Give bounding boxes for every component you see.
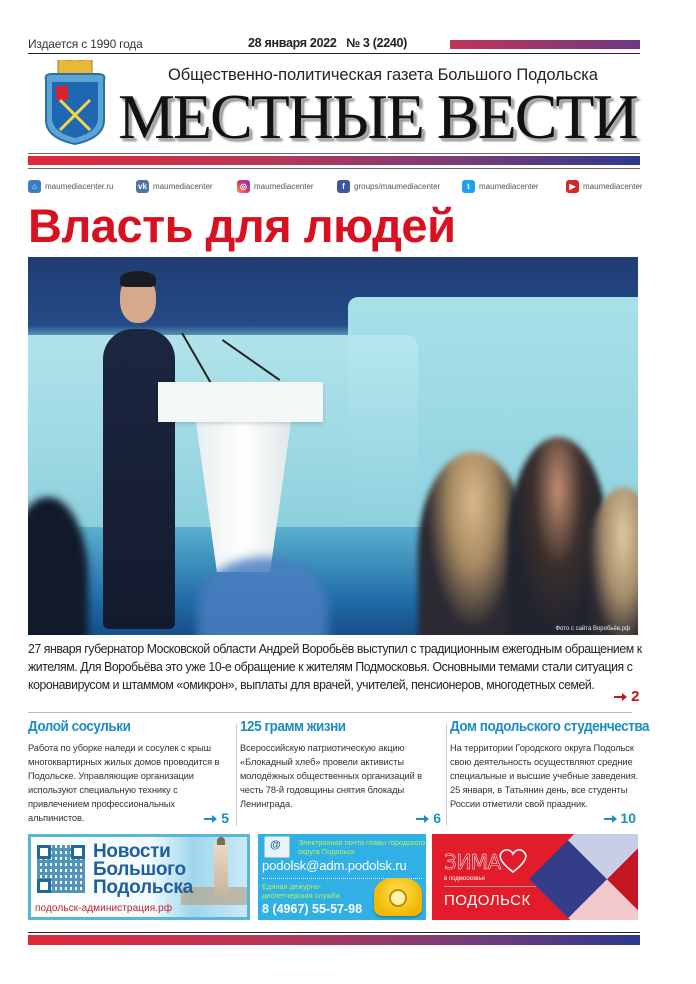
- newspaper-masthead: МЕСТНЫЕ ВЕСТИ: [118, 81, 637, 152]
- podium-top: [158, 382, 323, 422]
- issue-number: № 3 (2240): [346, 36, 408, 50]
- lead-page-ref[interactable]: [614, 688, 640, 705]
- social-label: maumediacenter.ru: [45, 181, 114, 191]
- social-label: groups/maumediacenter: [354, 181, 441, 191]
- teaser-page-ref[interactable]: [416, 810, 441, 826]
- clock-tower-image: [214, 843, 228, 895]
- youtube-icon: ▶: [566, 180, 579, 193]
- banner-divider: [444, 886, 536, 887]
- page-number: 10: [620, 810, 636, 826]
- city-crest-icon: [40, 60, 110, 146]
- teaser-page-ref[interactable]: [204, 810, 229, 826]
- twitter-icon: t: [462, 180, 475, 193]
- qr-marker: [71, 845, 85, 859]
- winter-title: ЗИМА: [444, 850, 501, 874]
- arrow-right-icon: [204, 814, 217, 824]
- top-divider: [28, 53, 640, 54]
- bottom-color-bar: [28, 935, 640, 945]
- facebook-icon: f: [337, 180, 350, 193]
- teaser-title: Дом подольского студенчества: [450, 718, 650, 735]
- social-label: maumediacenter: [583, 181, 643, 191]
- clock-tower-spire: [217, 837, 225, 845]
- lead-photo[interactable]: [28, 257, 638, 635]
- photo-credit: Фото с сайта Воробьёв.рф: [555, 626, 630, 632]
- telephone-dial-icon: [389, 889, 407, 907]
- column-divider: [236, 724, 237, 826]
- news-banner-title: [93, 843, 193, 897]
- issue-date: 28 января 2022: [248, 36, 337, 50]
- title-line: Подольска: [93, 877, 193, 898]
- winter-subtitle: в подмосковье: [444, 876, 485, 882]
- masthead-rule: [28, 168, 640, 169]
- teaser-blockade-bread[interactable]: [240, 718, 445, 830]
- newspaper-subtitle: Общественно-политическая газета Большого Подольска: [168, 66, 598, 84]
- vk-icon: vk: [136, 180, 149, 193]
- email-address[interactable]: podolsk@adm.podolsk.ru: [262, 858, 407, 873]
- phone-number[interactable]: 8 (4967) 55-57-98: [262, 902, 363, 916]
- section-divider: [28, 712, 632, 713]
- social-label: maumediacenter: [153, 181, 213, 191]
- lead-headline[interactable]: Власть для людей: [28, 199, 456, 252]
- heart-icon: [498, 848, 528, 874]
- email-label: Электронная почта главы городского округа Подольск: [298, 838, 426, 856]
- social-link-site[interactable]: [28, 178, 113, 194]
- instagram-icon: ◎: [237, 180, 250, 193]
- speaker-figure: [103, 329, 175, 629]
- at-sign-icon: @: [270, 839, 281, 851]
- teaser-body: Работа по уборке наледи и сосулек с крыш многоквартирных жилых домов проводится в Подольске. Управляющие организации используют специальную технику с привлечением профессиональных альпинистов.: [28, 743, 220, 823]
- teaser-students[interactable]: [450, 718, 650, 830]
- winter-banner[interactable]: [432, 834, 638, 920]
- social-link-twitter[interactable]: [462, 178, 539, 194]
- home-icon: ⌂: [28, 180, 41, 193]
- patchwork-pattern: [529, 834, 638, 920]
- winter-city: ПОДОЛЬСК: [444, 892, 531, 909]
- teaser-page-ref[interactable]: [604, 810, 636, 826]
- page-number: 6: [433, 810, 441, 826]
- published-since: Издается с 1990 года: [28, 37, 143, 51]
- social-label: maumediacenter: [254, 181, 314, 191]
- news-banner-url[interactable]: подольск-администрация.рф: [35, 903, 173, 914]
- arrow-right-icon: [604, 814, 617, 824]
- title-line: Большого: [93, 859, 186, 880]
- qr-marker: [37, 879, 51, 893]
- speaker-hair: [120, 271, 156, 287]
- qr-marker: [37, 845, 51, 859]
- social-link-facebook[interactable]: [337, 178, 440, 194]
- social-link-instagram[interactable]: [237, 178, 314, 194]
- issue-info: [248, 36, 407, 50]
- teaser-icicles[interactable]: [28, 718, 233, 830]
- contacts-banner[interactable]: [258, 834, 426, 920]
- teaser-title: Долой сосульки: [28, 718, 131, 735]
- column-divider: [446, 724, 447, 826]
- lead-caption: 27 января губернатор Московской области Андрей Воробьёв выступил с традиционным ежегодным обращением к жителям. Для Воробьёва это уже 10-е обращение к жителям Подмосковья. Основными темами стали ситуация с коронавирусом и штаммом «омикрон», выплаты для врачей, учителей, пенсионеров, многодетных семей.: [28, 641, 642, 692]
- teaser-title: 125 грамм жизни: [240, 718, 346, 735]
- masthead-rule: [28, 153, 640, 154]
- news-banner[interactable]: [28, 834, 250, 920]
- arrow-right-icon: [416, 814, 429, 824]
- social-label: maumediacenter: [479, 181, 539, 191]
- service-label: Единая дежурно-диспетчерская служба: [262, 882, 340, 900]
- bottom-rule: [28, 932, 640, 933]
- title-line: Новости: [93, 841, 171, 862]
- page-number: 2: [631, 688, 640, 705]
- arrow-right-icon: [614, 692, 627, 702]
- social-link-vk[interactable]: [136, 178, 213, 194]
- top-color-bar: [450, 40, 640, 49]
- teaser-body: Всероссийскую патриотическую акцию «Блокадный хлеб» провели активисты молодёжных общественных организаций в честь 78-й годовщины снятия блокады Ленинграда.: [240, 743, 423, 809]
- masthead-color-bar: [28, 156, 640, 165]
- social-link-youtube[interactable]: [566, 178, 643, 194]
- page-number: 5: [221, 810, 229, 826]
- teaser-body: На территории Городского округа Подольск свою деятельность осуществляют средние специальные и высшие учебные заведения. 25 января, в Татьянин день, все студенты России отметили свой праздник.: [450, 743, 639, 809]
